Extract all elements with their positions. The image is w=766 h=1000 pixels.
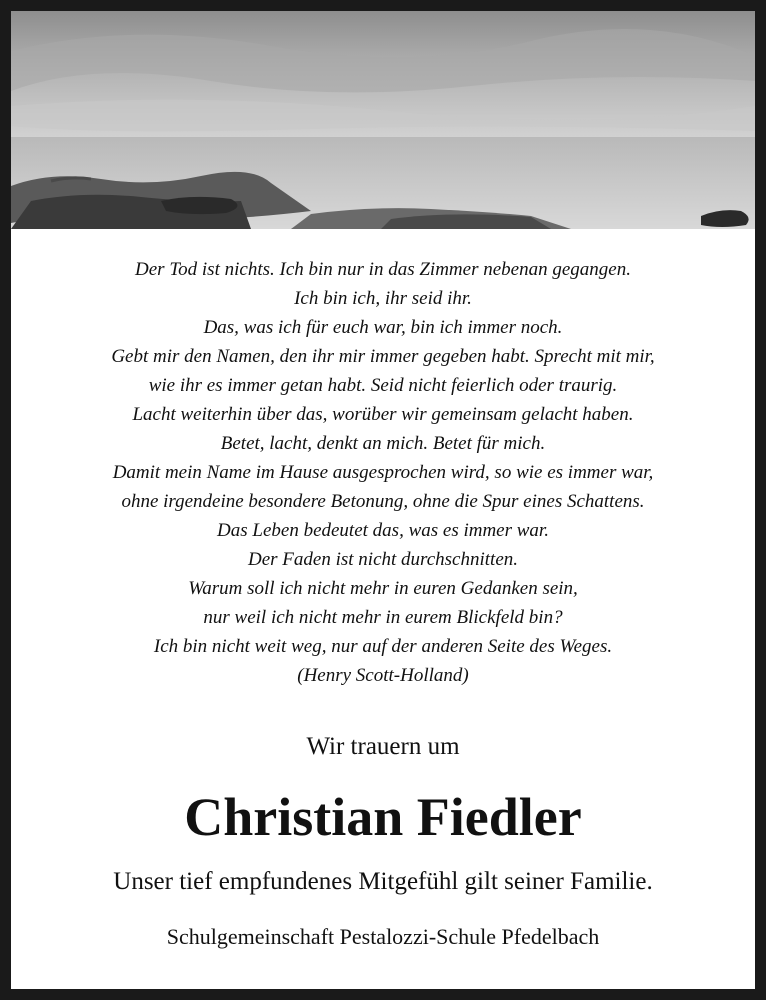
poem-line: Gebt mir den Namen, den ihr mir immer gegeben habt. Sprecht mit mir, bbox=[111, 346, 655, 367]
poem-line: Das Leben bedeutet das, was es immer war. bbox=[217, 520, 549, 541]
poem-line: nur weil ich nicht mehr in eurem Blickfeld bin? bbox=[203, 607, 563, 628]
poem-line: Ich bin nicht weit weg, nur auf der anderen Seite des Weges. bbox=[153, 636, 613, 657]
poem-line: Lacht weiterhin über das, worüber wir gemeinsam gelacht haben. bbox=[132, 404, 634, 425]
signature: Schulgemeinschaft Pestalozzi-Schule Pfedelbach bbox=[166, 924, 600, 949]
mourning-intro: Wir trauern um bbox=[306, 733, 460, 760]
poem-line: Das, was ich für euch war, bin ich immer noch. bbox=[203, 317, 563, 338]
seascape-photo bbox=[11, 11, 755, 229]
poem-line: Ich bin ich, ihr seid ihr. bbox=[294, 288, 472, 309]
condolence-text: Unser tief empfundenes Mitgefühl gilt seiner Familie. bbox=[113, 868, 653, 895]
poem-line: Betet, lacht, denkt an mich. Betet für mich. bbox=[220, 433, 546, 454]
poem-line: Der Faden ist nicht durchschnitten. bbox=[248, 549, 518, 570]
poem-line: Der Tod ist nichts. Ich bin nur in das Zimmer nebenan gegangen. bbox=[135, 259, 631, 280]
poem bbox=[11, 255, 755, 690]
poem-line: ohne irgendeine besondere Betonung, ohne die Spur eines Schattens. bbox=[121, 491, 645, 512]
poem-line: Damit mein Name im Hause ausgesprochen wird, so wie es immer war, bbox=[112, 462, 654, 483]
poem-line: Warum soll ich nicht mehr in euren Gedanken sein, bbox=[188, 578, 578, 599]
deceased-name: Christian Fiedler bbox=[184, 787, 582, 847]
poem-attribution: (Henry Scott-Holland) bbox=[297, 665, 469, 686]
poem-line: wie ihr es immer getan habt. Seid nicht feierlich oder traurig. bbox=[148, 375, 618, 396]
